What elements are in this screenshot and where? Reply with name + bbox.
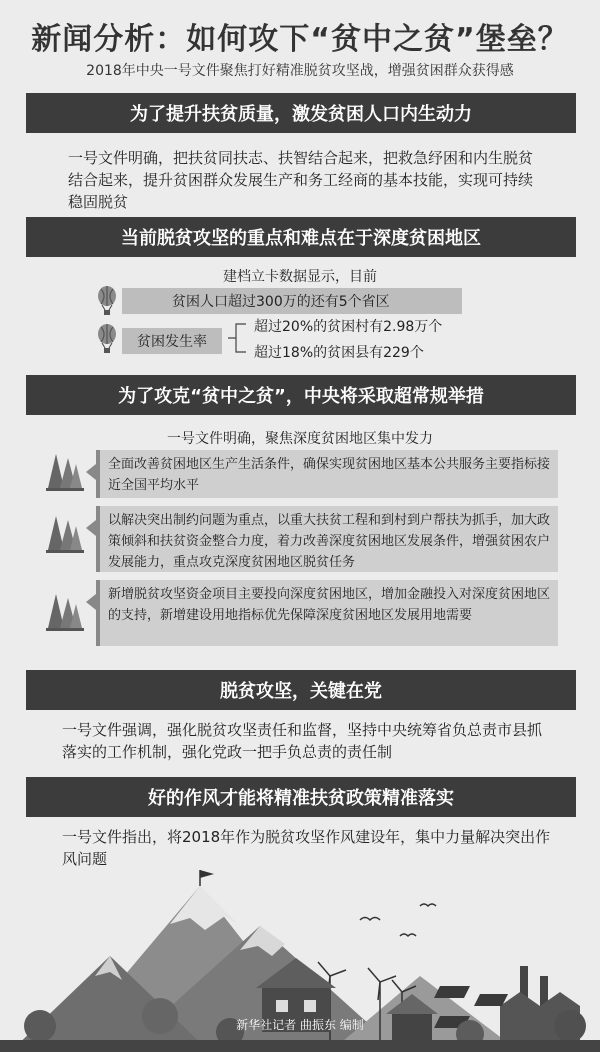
balloon-icon [96,286,118,316]
bracket-connector [228,318,248,358]
section-heading-style: 好的作风才能将精准扶贫政策精准落实 [26,777,576,817]
pine-trees-icon [46,514,84,554]
balloon-icon [96,324,118,354]
section-text-party: 一号文件强调，强化脱贫攻坚责任和监督，坚持中央统筹省负总责市县抓落实的工作机制，强化党政一把手负总责的责任制 [62,721,543,761]
section-heading-party: 脱贫攻坚，关键在党 [26,670,576,710]
measure-item-2: 以解决突出制约问题为重点，以重大扶贫工程和到村到户帮扶为抓手，加大政策倾斜和扶贫资金整合力度，着力改善深度贫困地区发展条件，增强贫困农户发展能力，重点攻克深度贫困地区脱贫任务 [96,506,558,572]
stat-villages: 超过20%的贫困村有2.98万个 [254,319,443,335]
section-heading-measures: 为了攻克“贫中之贫”，中央将采取超常规举措 [26,375,576,415]
pine-trees-icon [46,592,84,632]
section-heading-difficulty: 当前脱贫攻坚的重点和难点在于深度贫困地区 [26,217,576,257]
stats-intro: 建档立卡数据显示，目前 [223,269,377,285]
stat-incidence-label: 贫困发生率 [122,328,222,354]
page-subtitle: 2018年中央一号文件聚焦打好精准脱贫攻坚战，增强贫困群众获得感 [86,63,514,79]
measures-intro: 一号文件明确，聚焦深度贫困地区集中发力 [167,431,433,447]
section-text-quality: 一号文件明确，把扶贫同扶志、扶智结合起来，把救急纾困和内生脱贫结合起来，提升贫困群众发展生产和务工经商的基本技能，实现可持续稳固脱贫 [68,149,534,211]
stat-counties: 超过18%的贫困县有229个 [254,345,424,361]
footer-credit: 新华社记者 曲振东 编制 [236,1018,364,1032]
measure-item-1: 全面改善贫困地区生产生活条件，确保实现贫困地区基本公共服务主要指标接近全国平均水平 [96,450,558,498]
page-title: 新闻分析：如何攻下“贫中之贫”堡垒？ [31,22,569,57]
stat-provinces: 贫困人口超过300万的还有5个省区 [122,288,462,314]
section-text-style: 一号文件指出，将2018年作为脱贫攻坚作风建设年，集中力量解决突出作风问题 [62,828,551,868]
pine-trees-icon [46,452,84,492]
measure-item-3: 新增脱贫攻坚资金项目主要投向深度贫困地区，增加金融投入对深度贫困地区的支持，新增建设用地指标优先保障深度贫困地区发展用地需要 [96,580,558,646]
section-heading-quality: 为了提升扶贫质量，激发贫困人口内生动力 [26,93,576,133]
